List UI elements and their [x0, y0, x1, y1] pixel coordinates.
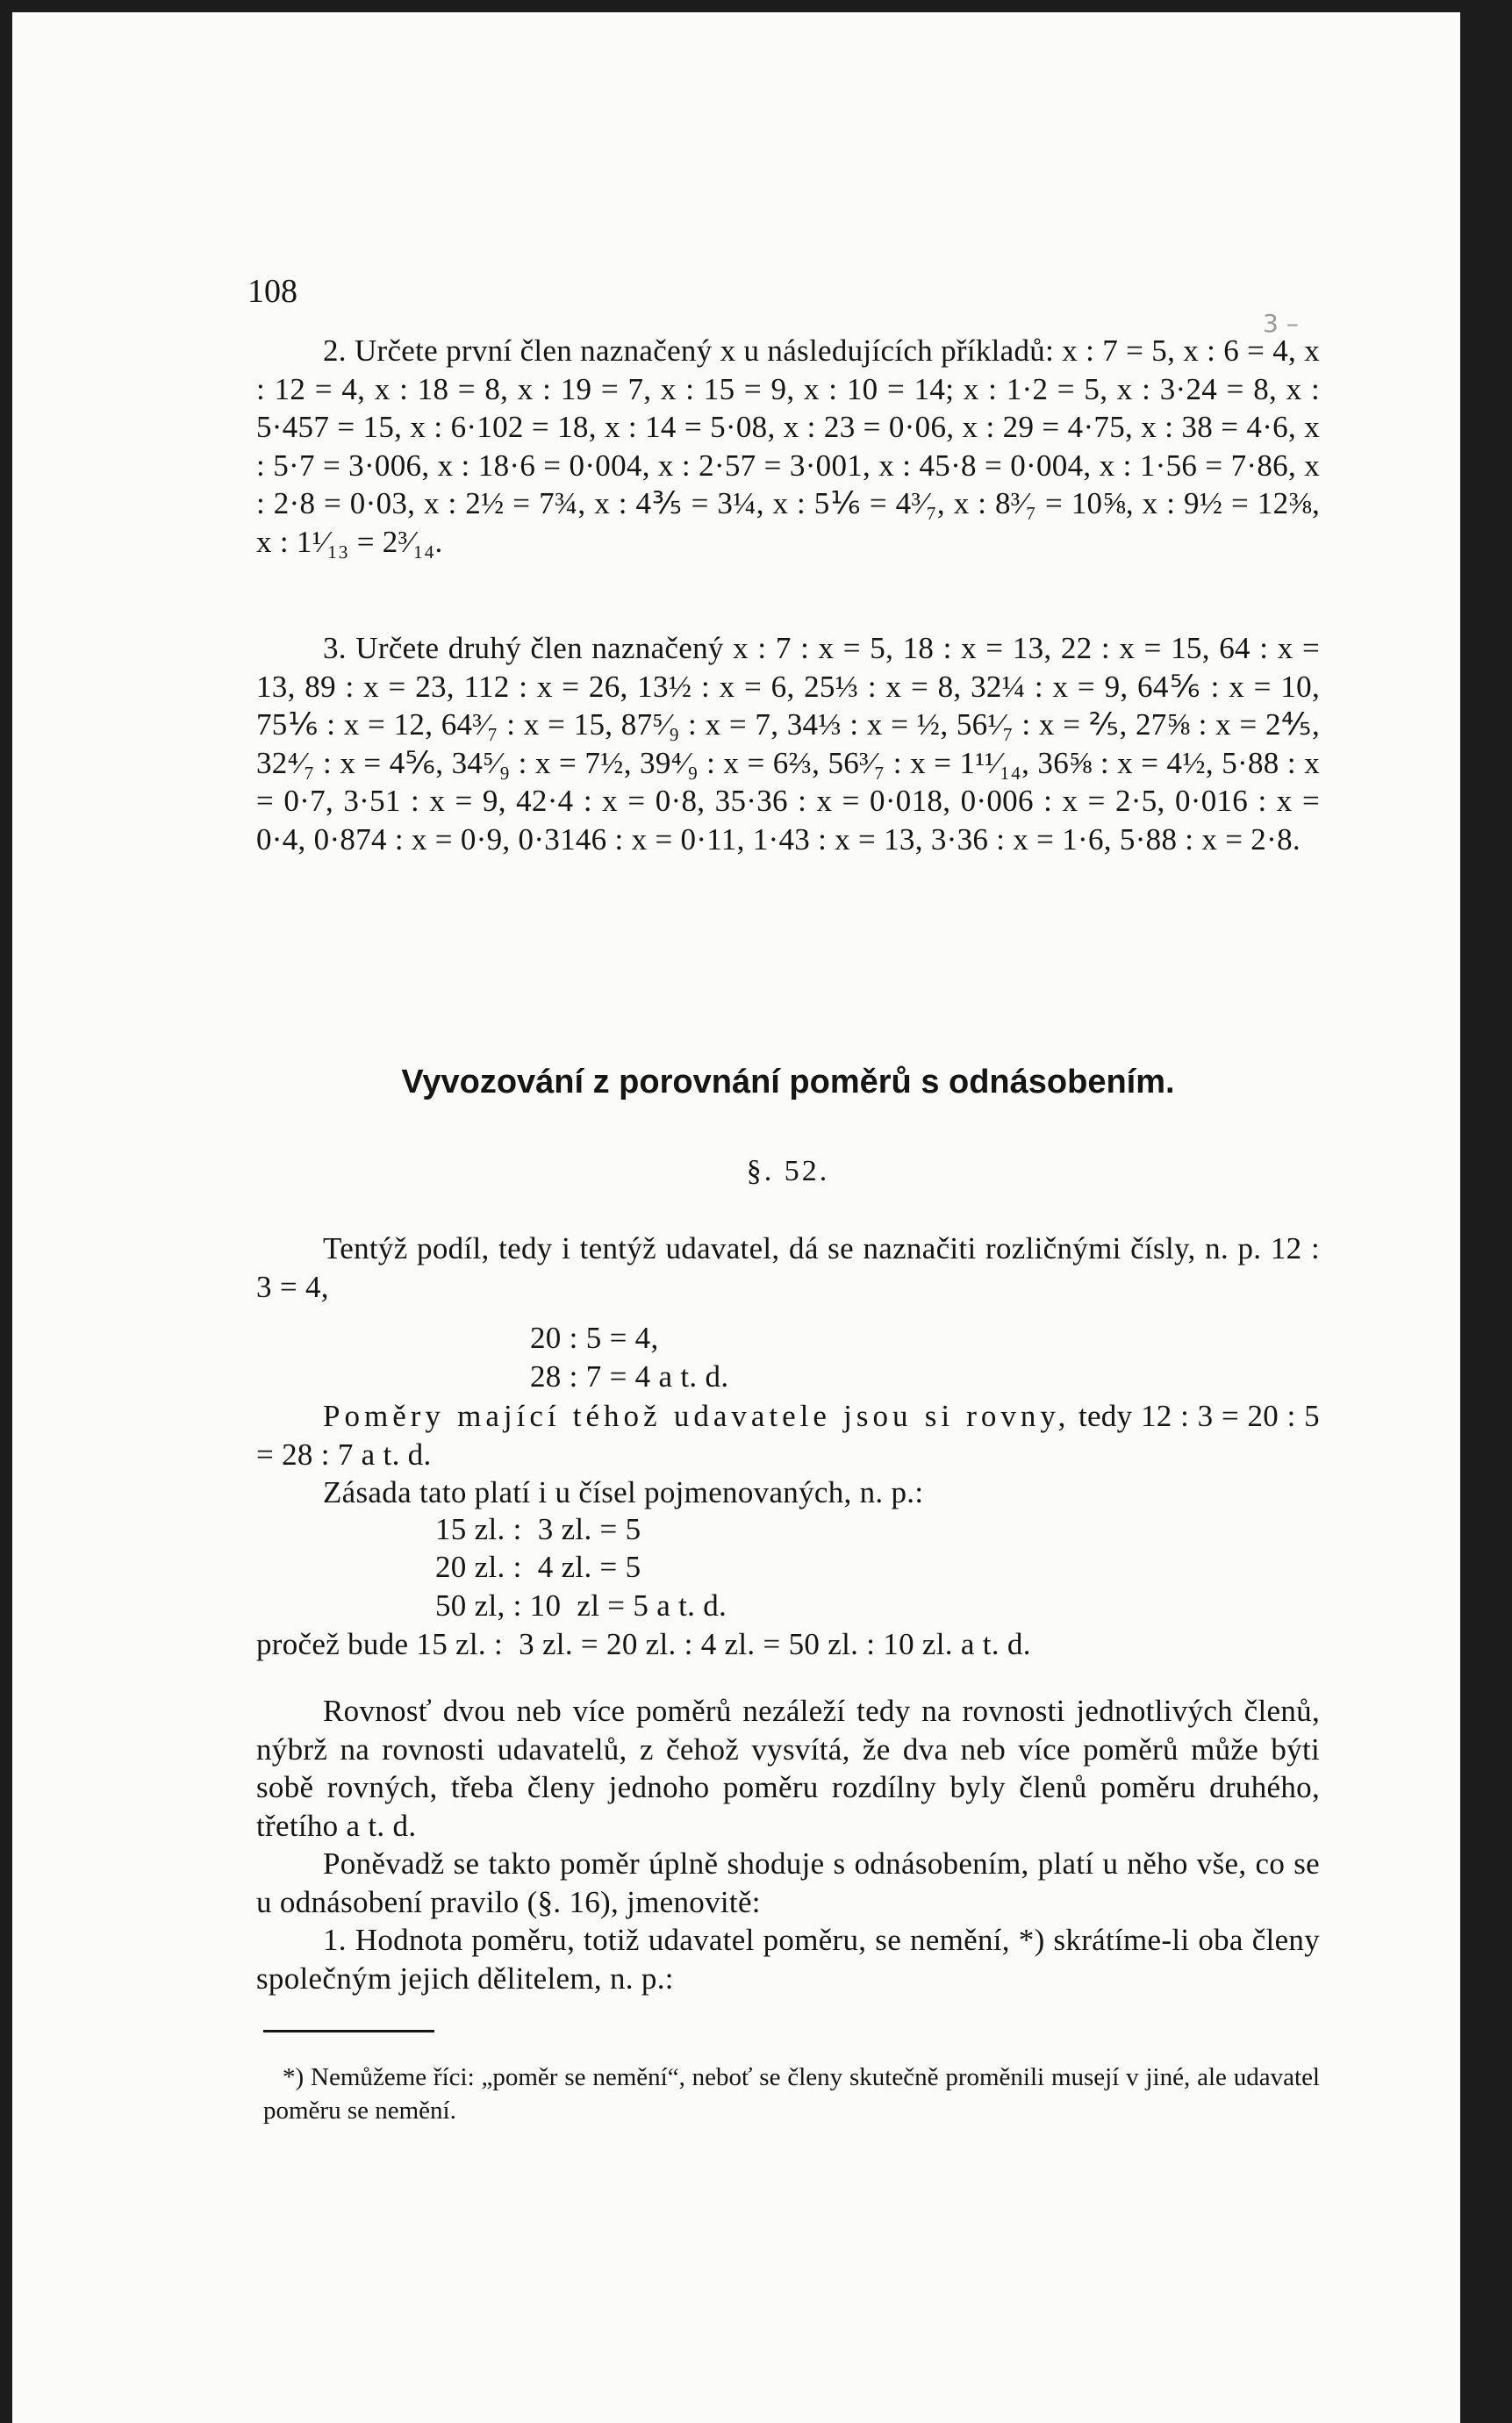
equal-ratios-rest: tedy 12 : 3 = 20 : 5 = 28 : 7 a t. d.	[256, 1399, 1320, 1472]
conclusion-line: pročež bude 15 zl. : 3 zl. = 20 zl. : 4 zl. = 50 zl. : 10 zl. a t. d.	[256, 1627, 1031, 1661]
section-heading: Vyvozování z porovnání poměrů s odnásobením.	[401, 1064, 1175, 1100]
paragraph-same-quotient: Tentýž podíl, tedy i tentýž udavatel, dá se naznačiti rozličnými čísly, n. p. 12 : 3 = 4,	[256, 1231, 1320, 1304]
page-number: 108	[247, 273, 297, 310]
paragraph-rule-1: 1. Hodnota poměru, totiž udavatel poměru, se nemění, *) skrátíme-li oba členy společným jejich dělitelem, n. p.:	[256, 1923, 1320, 1996]
paragraph-division: Poněvadž se takto poměr úplně shoduje s odnásobením, platí u něho vše, co se u odnásobení pravilo (§. 16), jmenovitě:	[256, 1846, 1320, 1919]
book-page	[12, 12, 1460, 2423]
section-number: §. 52.	[746, 1155, 830, 1187]
example-line-1: 20 : 5 = 4,	[530, 1321, 659, 1355]
named-line-1: 15 zl. : 3 zl. = 5	[435, 1512, 641, 1546]
spaced-emphasis: Poměry mající téhož udavatele jsou si rovny,	[323, 1399, 1071, 1433]
footnote: *) Nemůžeme říci: „poměr se nemění“, neboť se členy skutečně proměnili musejí v jiné, ale udavatel poměru se nemění.	[263, 2063, 1320, 2125]
exercise-2: 2. Určete první člen naznačený x u následujících příkladů: x : 7 = 5, x : 6 = 4, x : 12 = 4, x : 18 = 8, x : 19 = 7, x : 15 = 9, x : 10 = 14; x : 1·2 = 5, x : 3·24 = 8, x : 5·457 = 15, x : 6·102 = 18, x : 14 = 5·08, x : 23 = 0·06, x : 29 = 4·75, x : 38 = 4·6, x : 5·7 = 3·006, x : 18·6 = 0·004, x : 2·57 = 3·001, x : 45·8 = 0·004, x : 1·56 = 7·86, x : 2·8 = 0·03, x : 2½ = 7¾, x : 4⅗ = 3¼, x : 5⅙ = 4³⁄₇, x : 8³⁄₇ = 10⅝, x : 9½ = 12⅜, x : 1¹⁄₁₃ = 2³⁄₁₄.	[256, 333, 1320, 559]
exercise-3: 3. Určete druhý člen naznačený x : 7 : x = 5, 18 : x = 13, 22 : x = 15, 64 : x = 13, 89 : x = 23, 112 : x = 26, 13½ : x = 6, 25⅓ : x = 8, 32¼ : x = 9, 64⅚ : x = 10, 75⅙ : x = 12, 64³⁄₇ : x = 15, 87⁵⁄₉ : x = 7, 34⅓ : x = ½, 56¹⁄₇ : x = ⅖, 27⅝ : x = 2⅘, 32⁴⁄₇ : x = 4⅚, 34⁵⁄₉ : x = 7½, 39⁴⁄₉ : x = 6⅔, 56³⁄₇ : x = 1¹¹⁄₁₄, 36⅝ : x = 4½, 5·88 : x = 0·7, 3·51 : x = 9, 42·4 : x = 0·8, 35·36 : x = 0·018, 0·006 : x = 2·5, 0·016 : x = 0·4, 0·874 : x = 0·9, 0·3146 : x = 0·11, 1·43 : x = 13, 3·36 : x = 1·6, 5·88 : x = 2·8.	[256, 631, 1320, 857]
example-line-2: 28 : 7 = 4 a t. d.	[530, 1359, 729, 1394]
footnote-divider	[263, 2030, 434, 2032]
paragraph-equality: Rovnosť dvou neb více poměrů nezáleží tedy na rovnosti jednotlivých členů, nýbrž na rovnosti udavatelů, z čehož vysvítá, že dva neb více poměrů může býti sobě rovných, třeba členy jednoho poměru rozdílny byly členů poměru druhého, třetího a t. d.	[256, 1694, 1320, 1843]
pencil-annotation: 3 –	[1263, 309, 1299, 338]
paragraph-equal-ratios	[256, 1397, 1320, 1473]
named-line-3: 50 zl, : 10 zl = 5 a t. d.	[435, 1588, 727, 1623]
paragraph-named-numbers: Zásada tato platí i u čísel pojmenovaných, n. p.:	[323, 1475, 924, 1509]
named-line-2: 20 zl. : 4 zl. = 5	[435, 1550, 641, 1584]
